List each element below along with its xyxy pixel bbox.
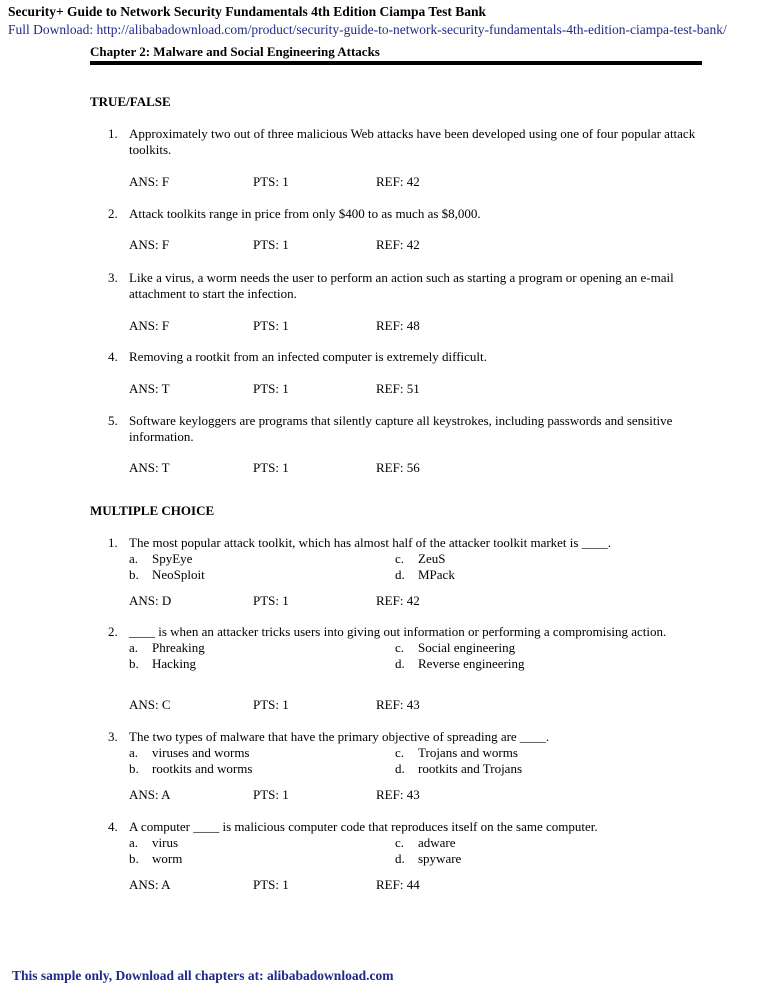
reference: REF: 42 [376,174,420,189]
question-number: 4. [108,349,118,364]
points: PTS: 1 [253,381,289,396]
choice-b: b. NeoSploit [129,567,205,582]
mc-answer-line-3 [129,787,629,803]
mc-question-4 [108,819,708,867]
tf-answer-line-4 [129,381,629,397]
download-url[interactable]: http://alibabadownload.com/product/security-guide-to-network-security-fundamentals-4th-edition-ciampa-test-bank/ [96,22,727,37]
download-link-line[interactable] [8,22,727,38]
reference: REF: 56 [376,460,420,475]
answer: ANS: A [129,787,171,802]
points: PTS: 1 [253,460,289,475]
reference: REF: 42 [376,237,420,252]
question-number: 3. [108,729,118,744]
choice-c: c. Social engineering [395,640,516,655]
choice-a: a. virus [129,835,178,850]
reference: REF: 44 [376,877,420,892]
download-prefix: Full Download: [8,22,97,37]
question-number: 1. [108,535,118,550]
points: PTS: 1 [253,697,289,712]
choice-a: a. Phreaking [129,640,205,655]
points: PTS: 1 [253,237,289,252]
choice-c: c. adware [395,835,456,850]
multiple-choice-heading: MULTIPLE CHOICE [90,503,215,518]
answer: ANS: F [129,318,170,333]
footer-download-notice[interactable]: This sample only, Download all chapters at: alibabadownload.com [12,968,394,983]
points: PTS: 1 [253,787,289,802]
tf-question-2 [108,206,708,222]
mc-answer-line-4 [129,877,629,893]
tf-answer-line-2 [129,237,629,253]
choice-d: d. spyware [395,851,462,866]
mc-question-2 [108,624,708,672]
choice-a: a. SpyEye [129,551,193,566]
mc-answer-line-1 [129,593,629,609]
points: PTS: 1 [253,593,289,608]
document-title: Security+ Guide to Network Security Fundamentals 4th Edition Ciampa Test Bank [8,4,486,19]
reference: REF: 43 [376,787,420,802]
tf-question-5 [108,413,708,445]
answer: ANS: F [129,174,170,189]
tf-answer-line-1 [129,174,629,190]
answer: ANS: A [129,877,171,892]
question-text: Attack toolkits range in price from only $400 to as much as $8,000. [129,206,481,221]
mc-answer-line-2 [129,697,629,713]
choice-d: d. rootkits and Trojans [395,761,523,776]
choice-b: b. worm [129,851,183,866]
choices [129,835,708,867]
question-text: A computer ____ is malicious computer code that reproduces itself on the same computer. [129,819,598,834]
reference: REF: 48 [376,318,420,333]
reference: REF: 42 [376,593,420,608]
answer: ANS: F [129,237,170,252]
true-false-heading: TRUE/FALSE [90,94,171,109]
question-text: Software keyloggers are programs that silently capture all keystrokes, including passwords and sensitive information. [129,413,673,444]
question-number: 2. [108,206,118,221]
question-number: 5. [108,413,118,428]
choice-a: a. viruses and worms [129,745,250,760]
choice-b: b. Hacking [129,656,197,671]
points: PTS: 1 [253,174,289,189]
question-text: Like a virus, a worm needs the user to perform an action such as starting a program or opening an e-mail attachment to start the infection. [129,270,674,301]
tf-answer-line-5 [129,460,629,476]
mc-question-3 [108,729,708,777]
chapter-rule [90,61,702,65]
answer: ANS: T [129,381,170,396]
question-text: The two types of malware that have the primary objective of spreading are ____. [129,729,550,744]
question-number: 3. [108,270,118,285]
choices [129,640,708,672]
choice-c: c. ZeuS [395,551,446,566]
points: PTS: 1 [253,877,289,892]
points: PTS: 1 [253,318,289,333]
tf-question-1 [108,126,708,158]
reference: REF: 43 [376,697,420,712]
reference: REF: 51 [376,381,420,396]
choice-d: d. Reverse engineering [395,656,525,671]
choices [129,551,708,583]
question-text: Approximately two out of three malicious Web attacks have been developed using one of four popular attack toolkits. [129,126,696,157]
answer: ANS: C [129,697,171,712]
question-text: ____ is when an attacker tricks users into giving out information or performing a compromising action. [129,624,667,639]
tf-answer-line-3 [129,318,629,334]
question-number: 4. [108,819,118,834]
answer: ANS: T [129,460,170,475]
choice-d: d. MPack [395,567,455,582]
question-text: Removing a rootkit from an infected computer is extremely difficult. [129,349,487,364]
tf-question-3 [108,270,708,302]
tf-question-4 [108,349,708,365]
mc-question-1 [108,535,708,583]
question-text: The most popular attack toolkit, which has almost half of the attacker toolkit market is ____. [129,535,611,550]
choice-c: c. Trojans and worms [395,745,518,760]
chapter-title: Chapter 2: Malware and Social Engineering Attacks [90,44,380,59]
answer: ANS: D [129,593,172,608]
choices [129,745,708,777]
question-number: 2. [108,624,118,639]
choice-b: b. rootkits and worms [129,761,253,776]
question-number: 1. [108,126,118,141]
